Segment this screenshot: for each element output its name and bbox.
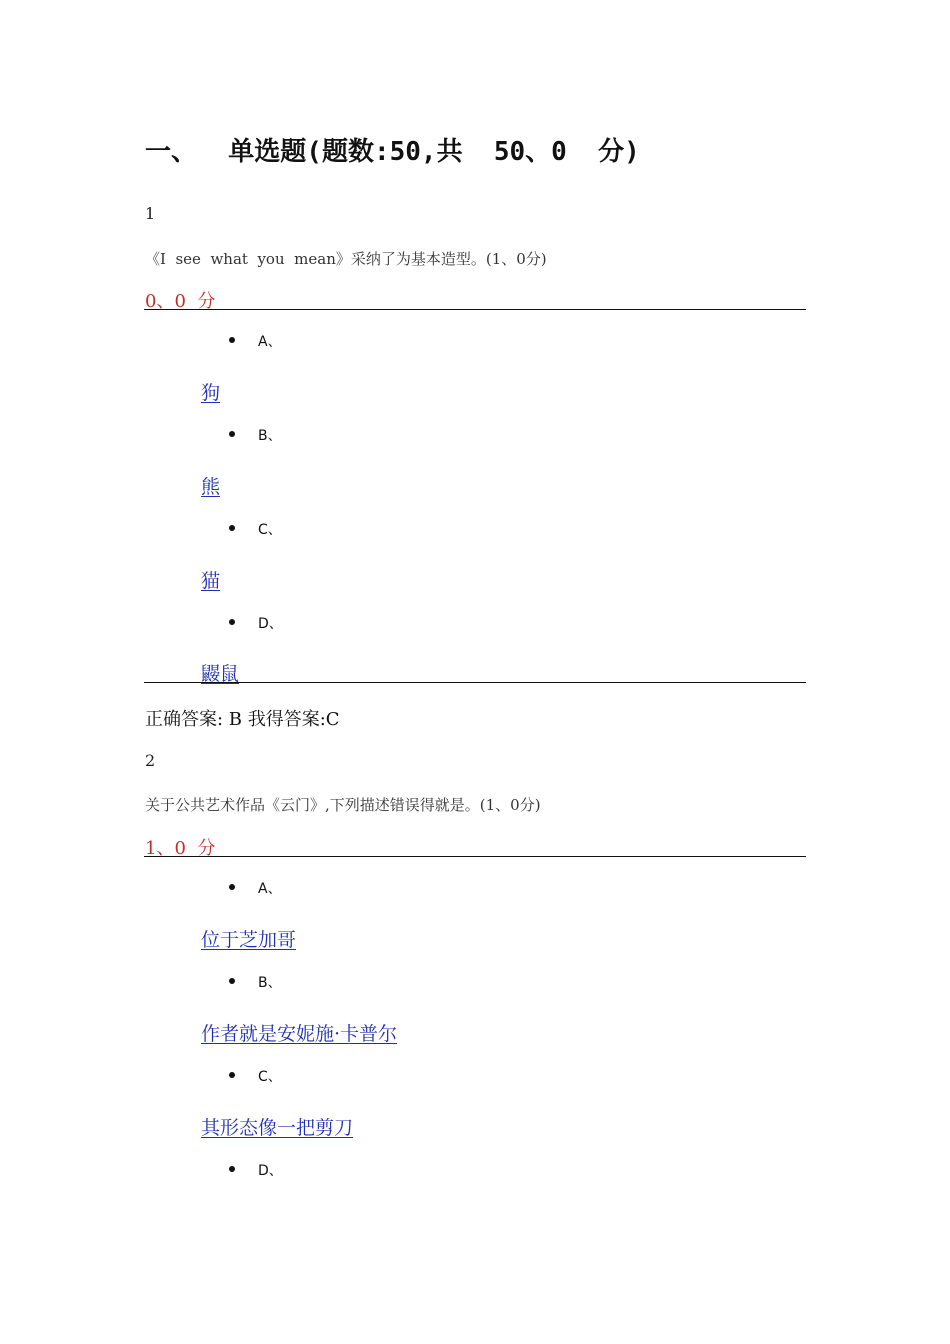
option-label: B、 — [258, 428, 282, 444]
question-text: 关于公共艺术作品《云门》,下列描述错误得就是。(1、0分) — [145, 796, 541, 814]
option-link-a[interactable]: 位于芝加哥 — [201, 929, 297, 951]
option-link-c[interactable]: 其形态像一把剪刀 — [201, 1117, 354, 1139]
bullet-icon — [229, 1072, 235, 1078]
option-label: D、 — [258, 616, 283, 632]
question-score: 1、0 分 — [145, 838, 216, 859]
section-title: 一、 单选题(题数:50,共 50、0 分) — [145, 137, 640, 167]
option-label: A、 — [258, 334, 282, 350]
question-score: 0、0 分 — [145, 291, 216, 312]
question-number: 2 — [145, 751, 156, 770]
bullet-icon — [229, 431, 235, 437]
divider-line — [144, 309, 806, 310]
bullet-icon — [229, 619, 235, 625]
option-label: B、 — [258, 975, 282, 991]
bullet-icon — [229, 978, 235, 984]
bullet-icon — [229, 1166, 235, 1172]
divider-line — [144, 856, 806, 857]
option-label: D、 — [258, 1163, 283, 1179]
option-label: A、 — [258, 881, 282, 897]
option-label: C、 — [258, 1069, 282, 1085]
option-link-b[interactable]: 熊 — [201, 476, 221, 498]
bullet-icon — [229, 525, 235, 531]
option-link-c[interactable]: 猫 — [201, 570, 221, 592]
bullet-icon — [229, 337, 235, 343]
option-label: C、 — [258, 522, 282, 538]
bullet-icon — [229, 884, 235, 890]
divider-line — [144, 682, 806, 683]
option-link-a[interactable]: 狗 — [201, 382, 221, 404]
question-number: 1 — [145, 204, 156, 223]
option-link-b[interactable]: 作者就是安妮施·卡普尔 — [201, 1023, 398, 1045]
question-text: 《I see what you mean》采纳了为基本造型。(1、0分) — [145, 250, 547, 268]
answer-line: 正确答案: B 我得答案:C — [145, 709, 340, 730]
option-link-d[interactable]: 鼹鼠 — [201, 663, 240, 685]
